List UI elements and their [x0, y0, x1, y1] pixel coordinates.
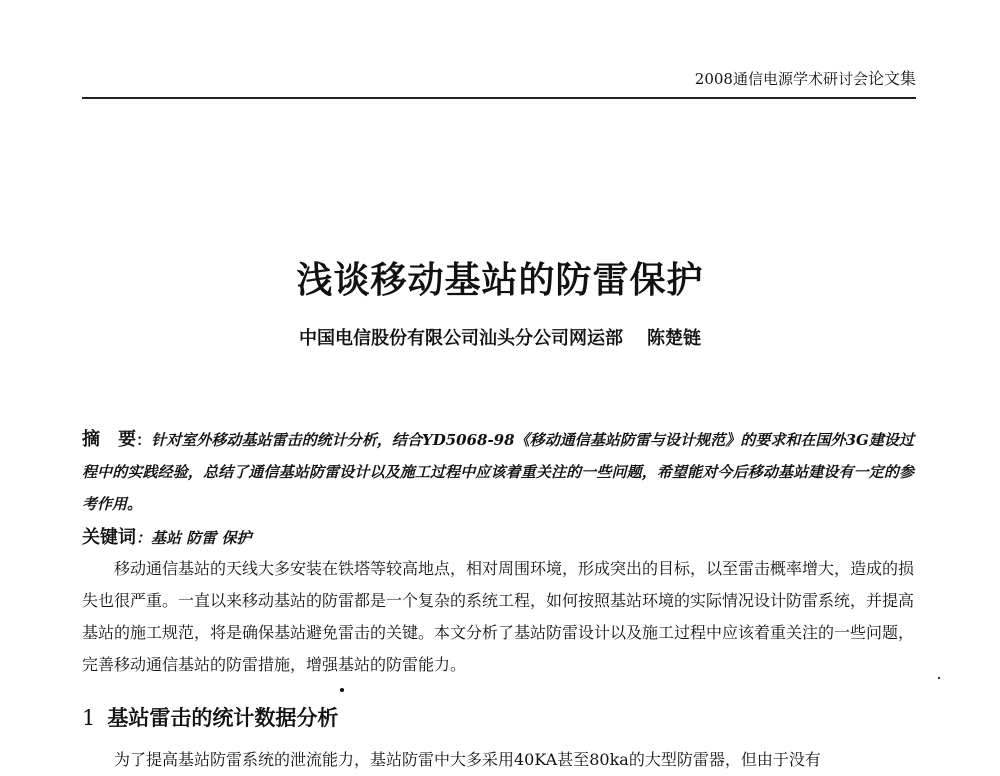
keywords-label: 关键词	[82, 527, 136, 548]
header-conference: 通信电源学术研讨会	[732, 70, 868, 88]
abstract-label: 摘 要	[82, 429, 137, 450]
running-header	[695, 66, 916, 89]
abstract	[82, 424, 914, 520]
header-rule	[82, 97, 916, 99]
header-collection: 论文集	[867, 69, 916, 88]
keywords	[82, 523, 251, 549]
section-number: 1	[82, 706, 96, 730]
abstract-separator: ：	[136, 431, 152, 449]
abstract-text: 针对室外移动基站雷击的统计分析，结合YD5068-98《移动通信基站防雷与设计规范》的要求和在国外3G建设过程中的实践经验，总结了通信基站防雷设计以及施工过程中应该着重关注的一些问题，希望能对今后移动基站建设有一定的参考作用。	[82, 431, 914, 513]
scan-speck	[340, 688, 344, 692]
paper-title: 浅谈移动基站的防雷保护	[296, 260, 704, 301]
section-title: 基站雷击的统计数据分析	[107, 706, 339, 730]
header-year: 2008	[694, 70, 733, 88]
scan-speck	[938, 677, 940, 679]
affiliation: 中国电信股份有限公司汕头分公司网运部	[299, 328, 623, 349]
intro-paragraph: 移动通信基站的天线大多安装在铁塔等较高地点，相对周围环境，形成突出的目标，以至雷击概率增大，造成的损失也很严重。一直以来移动基站的防雷都是一个复杂的系统工程，如何按照基站环境的实际情况设计防雷系统，并提高基站的施工规范，将是确保基站避免雷击的关键。本文分析了基站防雷设计以及施工过程中应该着重关注的一些问题，完善移动通信基站的防雷措施，增强基站的防雷能力。	[82, 559, 915, 674]
section-heading	[82, 702, 338, 732]
author-name: 陈楚链	[647, 328, 701, 349]
keywords-text: 基站 防雷 保护	[151, 529, 252, 547]
keywords-separator: ：	[136, 529, 152, 547]
section-body-partial: 为了提高基站防雷系统的泄流能力，基站防雷中大多采用40KA甚至80ka的大型防雷器，但由于没有	[114, 750, 821, 769]
author-line	[0, 324, 1000, 350]
